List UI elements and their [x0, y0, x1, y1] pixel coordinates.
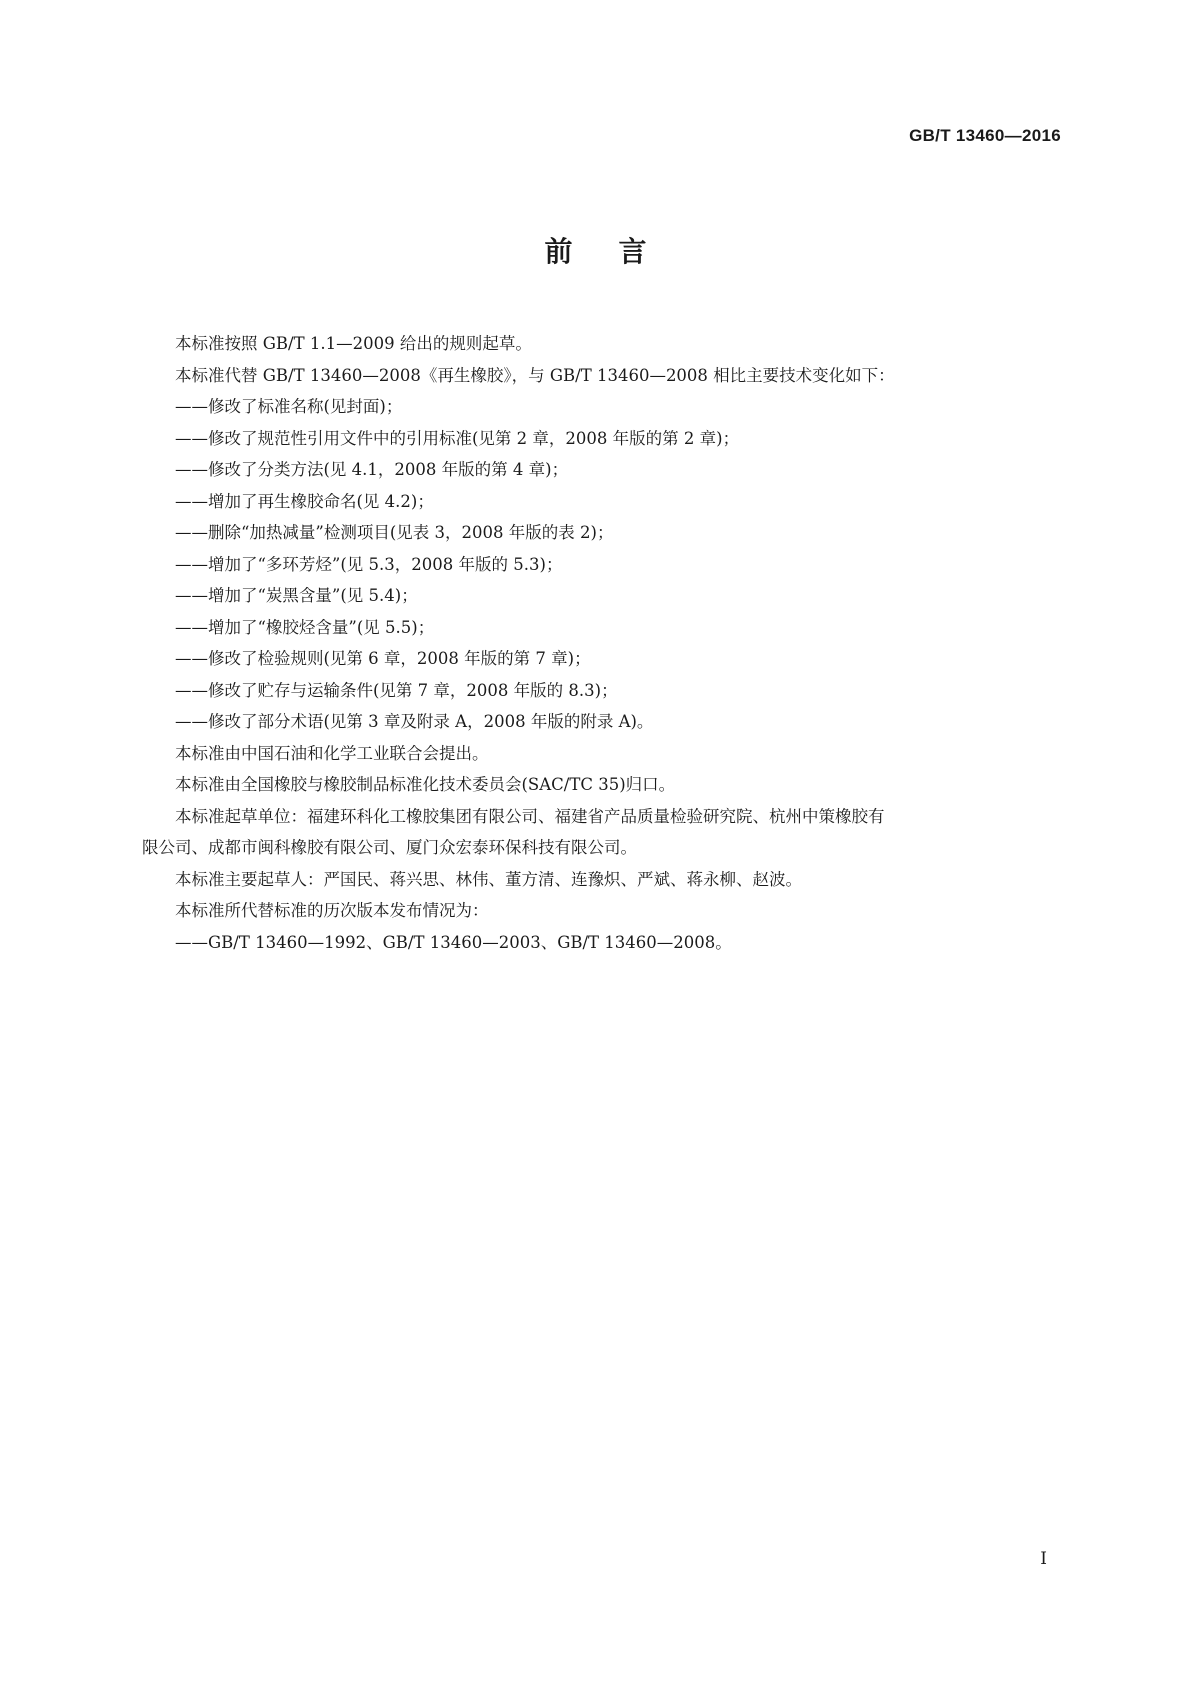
paragraph-replacement: 本标准代替 GB/T 13460—2008《再生橡胶》，与 GB/T 13460—2008 相比主要技术变化如下：: [175, 365, 895, 385]
changes-list: [175, 391, 1065, 738]
change-item: ——增加了“橡胶烃含量”(见 5.5)；: [175, 617, 435, 637]
change-item: ——修改了分类方法(见 4.1，2008 年版的第 4 章)；: [175, 460, 569, 479]
paragraph-proposer: 本标准由中国石油和化学工业联合会提出。: [175, 743, 489, 763]
paragraph-drafters: 本标准主要起草人：严国民、蒋兴思、林伟、董方清、连豫炽、严斌、蒋永柳、赵波。: [175, 869, 802, 889]
page-number: I: [1040, 1549, 1047, 1569]
drafting-units-line-continued: 限公司、成都市闽科橡胶有限公司、厦门众宏泰环保科技有限公司。: [142, 838, 637, 857]
history-item: ——GB/T 13460—1992、GB/T 13460—2003、GB/T 13460—2008。: [175, 932, 732, 952]
preface-body: [142, 328, 1065, 958]
change-item: ——增加了“多环芳烃”(见 5.3，2008 年版的 5.3)；: [175, 554, 563, 574]
paragraph-centralized-by: 本标准由全国橡胶与橡胶制品标准化技术委员会(SAC/TC 35)归口。: [175, 775, 676, 794]
document-code: GB/T 13460—2016: [909, 126, 1061, 145]
paragraph-history-intro: 本标准所代替标准的历次版本发布情况为：: [175, 901, 489, 920]
paragraph-drafting-rules: 本标准按照 GB/T 1.1—2009 给出的规则起草。: [175, 334, 532, 353]
change-item: ——修改了检验规则(见第 6 章，2008 年版的第 7 章)；: [175, 649, 591, 668]
change-item: ——增加了“炭黑含量”(见 5.4)；: [175, 586, 418, 605]
change-item: ——修改了标准名称(见封面)；: [175, 397, 403, 416]
change-item: ——删除“加热减量”检测项目(见表 3，2008 年版的表 2)；: [175, 523, 614, 542]
paragraph-drafting-units: [142, 801, 1065, 864]
change-item: ——修改了贮存与运输条件(见第 7 章，2008 年版的 8.3)；: [175, 680, 618, 700]
change-item: ——修改了规范性引用文件中的引用标准(见第 2 章，2008 年版的第 2 章)；: [175, 428, 740, 448]
change-item: ——增加了再生橡胶命名(见 4.2)；: [175, 491, 434, 511]
section-title: 前言: [544, 235, 693, 268]
drafting-units-line: 本标准起草单位：福建环科化工橡胶集团有限公司、福建省产品质量检验研究院、杭州中策橡胶有: [175, 806, 885, 826]
change-item: ——修改了部分术语(见第 3 章及附录 A，2008 年版的附录 A)。: [175, 712, 654, 731]
